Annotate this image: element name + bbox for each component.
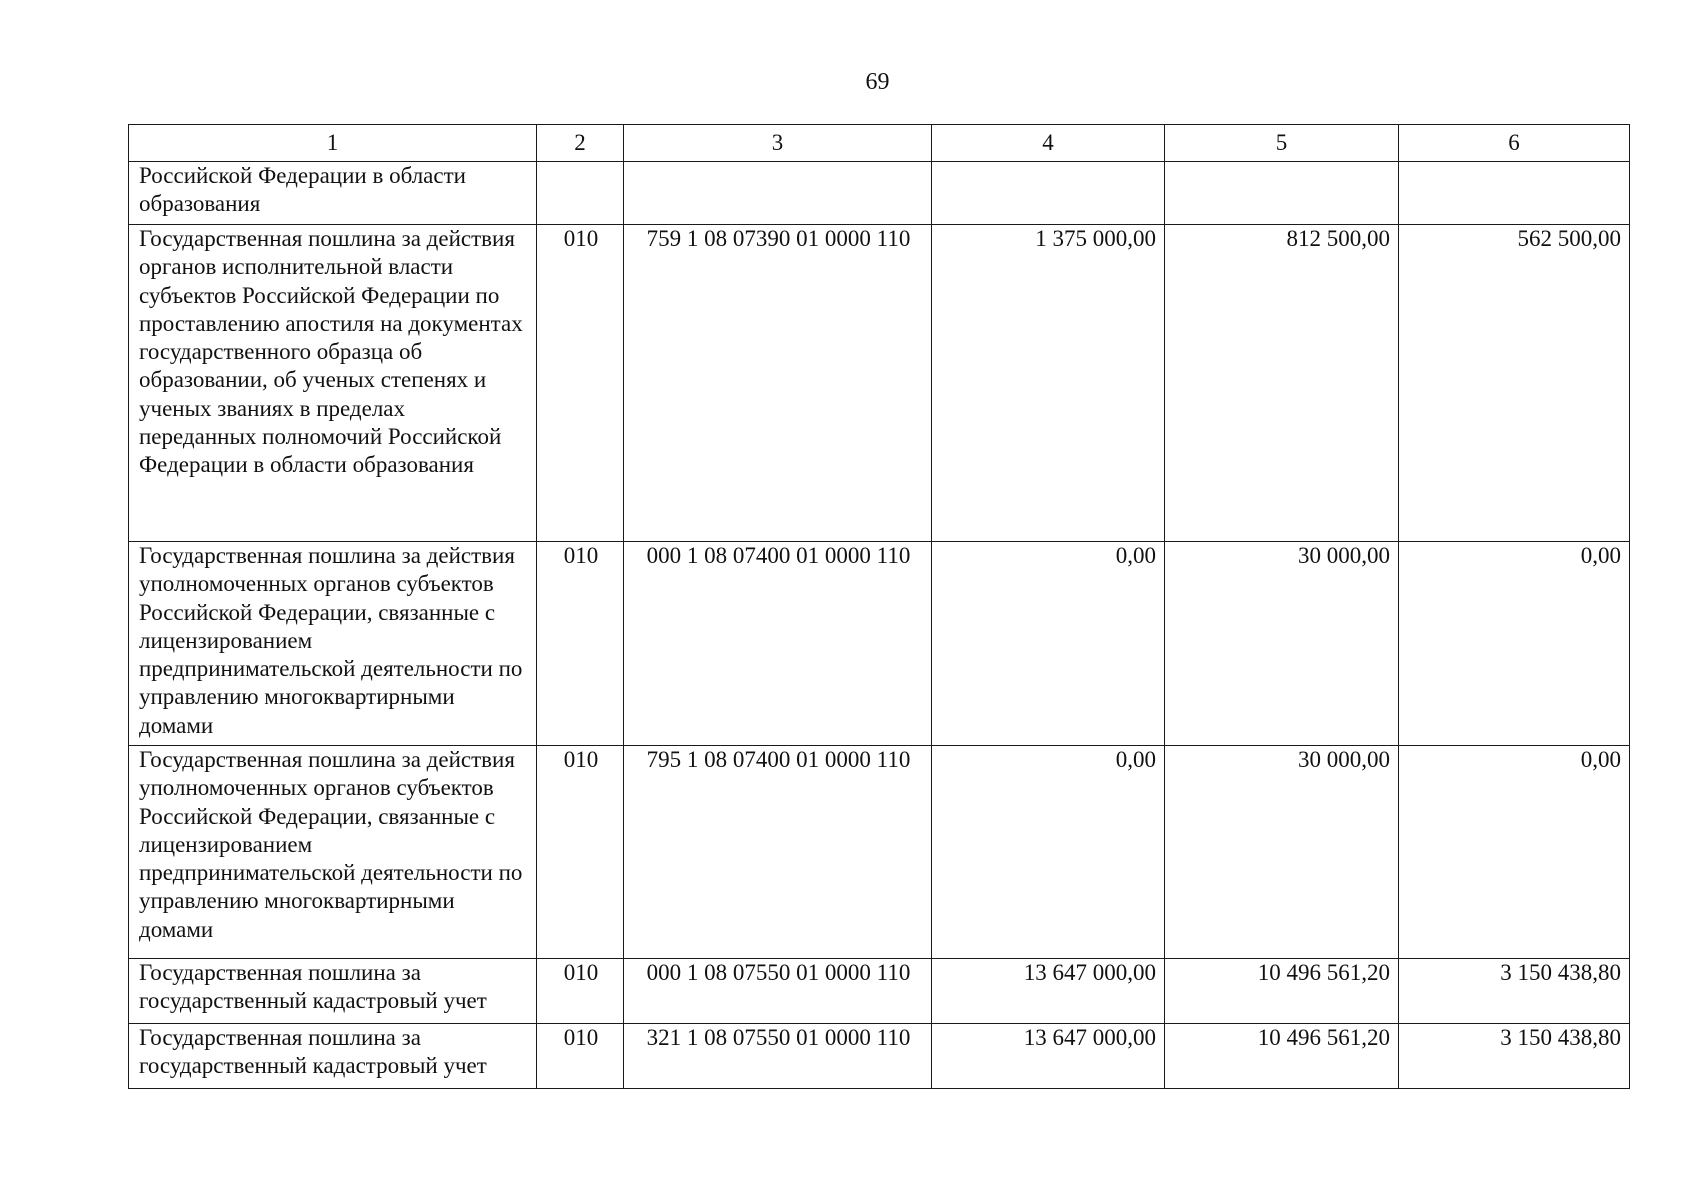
row-name: Государственная пошлина за государственный кадастровый учет xyxy=(129,1024,537,1089)
row-code: 010 xyxy=(537,959,624,1024)
row-code xyxy=(537,162,624,225)
budget-classification-code: 321 1 08 07550 01 0000 110 xyxy=(624,1024,932,1089)
value-col5: 812 500,00 xyxy=(1165,225,1399,542)
value-col4: 13 647 000,00 xyxy=(932,1024,1165,1089)
budget-classification-code: 759 1 08 07390 01 0000 110 xyxy=(624,225,932,542)
row-name: Государственная пошлина за государственный кадастровый учет xyxy=(129,959,537,1024)
revenue-table xyxy=(128,124,1630,1089)
row-code: 010 xyxy=(537,1024,624,1089)
row-code: 010 xyxy=(537,746,624,959)
budget-classification-code xyxy=(624,162,932,225)
value-col6: 3 150 438,80 xyxy=(1399,1024,1630,1089)
table-header-row xyxy=(129,125,1630,162)
value-col6: 0,00 xyxy=(1399,542,1630,746)
table-row xyxy=(129,959,1630,1024)
column-header-2: 2 xyxy=(537,125,624,162)
value-col5: 10 496 561,20 xyxy=(1165,959,1399,1024)
value-col5: 30 000,00 xyxy=(1165,746,1399,959)
table-row xyxy=(129,162,1630,225)
value-col5: 30 000,00 xyxy=(1165,542,1399,746)
column-header-5: 5 xyxy=(1165,125,1399,162)
column-header-4: 4 xyxy=(932,125,1165,162)
value-col4: 0,00 xyxy=(932,542,1165,746)
budget-classification-code: 795 1 08 07400 01 0000 110 xyxy=(624,746,932,959)
column-header-1: 1 xyxy=(129,125,537,162)
row-name: Государственная пошлина за действия уполномоченных органов субъектов Российской Федерации, связанные с лицензированием предпринимательской деятельности по управлению многоквартирными домами xyxy=(129,542,537,746)
value-col6: 0,00 xyxy=(1399,746,1630,959)
value-col6 xyxy=(1399,162,1630,225)
column-header-6: 6 xyxy=(1399,125,1630,162)
value-col5 xyxy=(1165,162,1399,225)
value-col6: 562 500,00 xyxy=(1399,225,1630,542)
page-number: 69 xyxy=(865,69,890,95)
row-name: Российской Федерации в области образования xyxy=(129,162,537,225)
table-row xyxy=(129,1024,1630,1089)
row-name: Государственная пошлина за действия органов исполнительной власти субъектов Российской Федерации по проставлению апостиля на документах государственного образца об образовании, об ученых степенях и ученых званиях в пределах переданных полномочий Российской Федерации в области образования xyxy=(129,225,537,542)
row-code: 010 xyxy=(537,225,624,542)
value-col4: 13 647 000,00 xyxy=(932,959,1165,1024)
value-col6: 3 150 438,80 xyxy=(1399,959,1630,1024)
value-col4: 1 375 000,00 xyxy=(932,225,1165,542)
table-row xyxy=(129,746,1630,959)
value-col4: 0,00 xyxy=(932,746,1165,959)
budget-classification-code: 000 1 08 07400 01 0000 110 xyxy=(624,542,932,746)
value-col5: 10 496 561,20 xyxy=(1165,1024,1399,1089)
row-name: Государственная пошлина за действия уполномоченных органов субъектов Российской Федерации, связанные с лицензированием предпринимательской деятельности по управлению многоквартирными домами xyxy=(129,746,537,959)
table-row xyxy=(129,225,1630,542)
table-row xyxy=(129,542,1630,746)
budget-classification-code: 000 1 08 07550 01 0000 110 xyxy=(624,959,932,1024)
column-header-3: 3 xyxy=(624,125,932,162)
value-col4 xyxy=(932,162,1165,225)
row-code: 010 xyxy=(537,542,624,746)
